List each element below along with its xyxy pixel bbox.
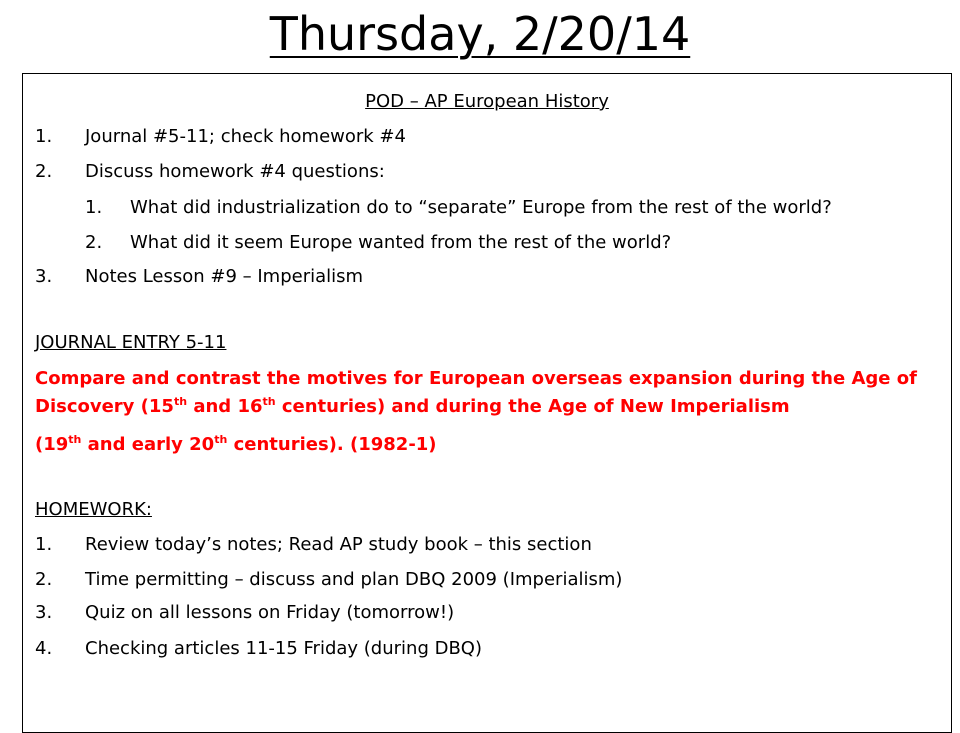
text-segment: and early 20 <box>81 434 215 455</box>
homework-heading: HOMEWORK: <box>35 499 152 520</box>
journal-prompt-line-3 <box>35 434 437 456</box>
homework-item-3-text: Quiz on all lessons on Friday (tomorrow!) <box>85 602 455 623</box>
homework-item-2-text: Time permitting – discuss and plan DBQ 2009 (Imperialism) <box>85 569 623 590</box>
list-number: 2. <box>35 161 53 182</box>
superscript: th <box>173 395 188 408</box>
pod-subitem-1-number: 1. <box>85 197 103 218</box>
journal-prompt-line-1: Compare and contrast the motives for European overseas expansion during the Age of <box>35 368 917 389</box>
text-segment: and 16 <box>187 396 263 417</box>
pod-item-2-text: Discuss homework #4 questions: <box>85 161 385 182</box>
homework-item-4-number: 4. <box>35 638 53 659</box>
text-segment: centuries). (1982-1) <box>227 434 437 455</box>
pod-item-3 <box>35 266 52 288</box>
text-segment: (19 <box>35 434 69 455</box>
homework-item-3-number: 3. <box>35 602 53 623</box>
homework-item-1-number: 1. <box>35 534 53 555</box>
pod-item-1 <box>35 126 52 148</box>
pod-subitem-2-number: 2. <box>85 232 103 253</box>
text-segment: Discovery (15 <box>35 396 174 417</box>
superscript: th <box>214 433 228 446</box>
journal-prompt-line-2 <box>35 396 790 418</box>
text-segment: centuries) and during the Age of New Imperialism <box>275 396 790 417</box>
pod-item-1-text: Journal #5-11; check homework #4 <box>85 126 406 147</box>
pod-subitem-2-text: What did it seem Europe wanted from the rest of the world? <box>130 232 672 253</box>
content-box <box>22 73 952 733</box>
homework-item-1-text: Review today’s notes; Read AP study book – this section <box>85 534 592 555</box>
pod-item-2 <box>35 161 52 183</box>
superscript: th <box>68 433 82 446</box>
superscript: th <box>262 395 276 408</box>
list-number: 1. <box>35 126 53 147</box>
homework-item-4-text: Checking articles 11-15 Friday (during DBQ) <box>85 638 483 659</box>
slide-title: Thursday, 2/20/14 <box>269 7 691 61</box>
homework-item-2-number: 2. <box>35 569 53 590</box>
list-number: 3. <box>35 266 53 287</box>
pod-subitem-1-text: What did industrialization do to “separate” Europe from the rest of the world? <box>130 197 832 218</box>
journal-heading: JOURNAL ENTRY 5-11 <box>35 332 227 353</box>
pod-heading: POD – AP European History <box>365 91 609 112</box>
pod-item-3-text: Notes Lesson #9 – Imperialism <box>85 266 364 287</box>
